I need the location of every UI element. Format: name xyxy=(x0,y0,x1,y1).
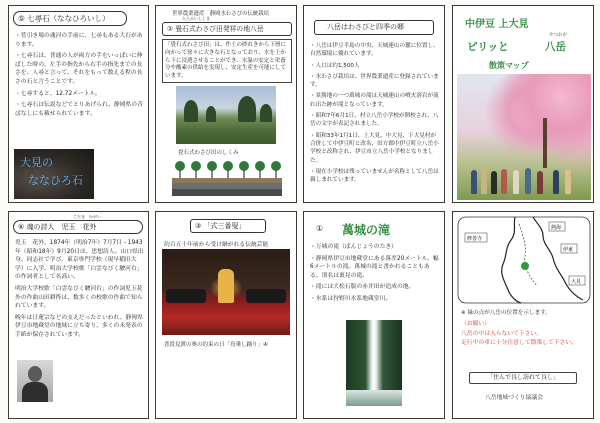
panel-banjo xyxy=(303,211,445,419)
banjo-number: ① xyxy=(316,224,324,233)
diagram-trunks xyxy=(180,170,276,178)
nanahiroishi-paragraph: ・七尋すると、12.72メートル。 xyxy=(15,90,101,97)
nanahiroishi-paragraph: ・菅引き場の魂河の手前に、七尋もある大石があります。 xyxy=(15,33,143,48)
photo-person xyxy=(491,171,497,194)
diagram-layer-soil xyxy=(172,178,282,183)
diagram-layer-gravel xyxy=(172,183,282,189)
kagai-header xyxy=(13,220,143,234)
wasabi-top-note: 世界農業遺産 静岡水わさびの伝統栽培 xyxy=(172,11,270,17)
shiki-bullet: ・水わさび栽培は、世界農業遺産に登録されています。 xyxy=(310,73,439,89)
sanbaso-caption: 普段見渡の奥の約束の日「鳥乗し踊り」④ xyxy=(164,342,268,348)
cover-cherry-blossom-photo xyxy=(457,74,591,200)
portrait-body xyxy=(22,382,48,402)
photo-lettering-line1: 大見の xyxy=(20,156,53,169)
banjo-waterfall-photo xyxy=(346,320,402,406)
banjo-bullet: ・滝には大松石版の赤井田が造成の地。 xyxy=(310,284,415,291)
nanahiroishi-text xyxy=(15,32,143,121)
shiki-bullets xyxy=(310,42,440,187)
cover-title-line2-right: 八岳 xyxy=(545,41,566,53)
map-label-shuzenji xyxy=(465,233,487,242)
photo-person xyxy=(553,170,559,194)
banjo-bullet: ・静岡県伊豆市地蔵堂にある落差20メートル、幅6メートルの滝。萬城の滝と書かれることもある。別名は裏見の滝。 xyxy=(310,255,439,279)
tree-silhouette xyxy=(260,104,272,122)
audience-row xyxy=(166,289,206,303)
map-label-atami xyxy=(549,222,565,231)
map-request-block xyxy=(461,320,587,348)
wasabi-photo xyxy=(176,86,276,144)
area-map xyxy=(457,216,591,304)
kagai-title: 魂の詩人 児玉 花外 xyxy=(26,223,97,231)
sanbaso-number: ③ xyxy=(195,222,202,230)
map-label-text: 伊東 xyxy=(563,247,574,253)
tree-silhouette xyxy=(184,100,198,122)
panel-kagai xyxy=(8,211,149,419)
photo-person xyxy=(481,168,487,194)
panel-map xyxy=(452,211,594,419)
performer-figure xyxy=(218,269,234,303)
wasabi-number: ② xyxy=(167,25,174,33)
photo-person xyxy=(565,169,571,194)
shiki-bullet: ・昭和33年1月1日、上大見、中大見、下大見村が合併して中伊豆町と改名、田方郡中伊豆町立八岳小学校と改称され、伊豆市立八岳小学校となりました。 xyxy=(310,132,439,164)
tree-silhouette xyxy=(238,96,256,122)
request-line: 八岳の中は入らないで下さい。 xyxy=(461,330,543,337)
sanbaso-stage-photo xyxy=(162,249,290,335)
portrait-head xyxy=(28,366,42,382)
banjo-title: 萬城の滝 xyxy=(342,223,391,237)
wasabi-description: 「畳石式わさび田」は、作土の砂れきから下層に向かって徐々に大きな石となっており、水を上から下に浸透させることができ、水温の安定と栄養分や酸素の供給を実現し、安定生産を可能にしています。 xyxy=(165,42,287,80)
cover-ruby: やつおか xyxy=(549,33,567,38)
kagai-paragraph: 晩年は日蓮宗などの支えだったといわれ、静岡県伊豆市地蔵堂の地域に立ち寄り、多くの未発表の手紙が保存されています。 xyxy=(15,314,143,338)
cover-title-line3: 散策マップ xyxy=(489,60,529,70)
map-note: ※ 緑の点が八岳の位置を示します。 xyxy=(461,310,551,316)
banjo-bullet: ・水系は狩野川水系地蔵堂川。 xyxy=(310,295,392,302)
cover-title-line1: 中伊豆 上大見 xyxy=(465,19,529,30)
wasabi-ruby: たたみいししき xyxy=(182,16,210,21)
diagram-trees xyxy=(175,161,281,171)
shiki-title: 八岳はわさびと四季の郷 xyxy=(327,23,404,31)
tree-silhouette xyxy=(206,106,216,122)
map-yatsuoka-dot xyxy=(521,262,529,270)
banjo-bullet: ・万城の滝（ばんじょうのたき） xyxy=(310,244,397,250)
request-title: （お願い） xyxy=(461,321,490,327)
tree-trunk xyxy=(543,118,547,168)
photo-person xyxy=(471,170,477,194)
kagai-number: ⑥ xyxy=(18,223,25,231)
banjo-bullets xyxy=(310,243,440,307)
map-label-text: 熱海 xyxy=(551,225,562,231)
nanahiroishi-paragraph: ・七尋石は伝説などでとりあげられ、静岡県の昔ばなしにも載せられています。 xyxy=(15,102,143,117)
map-label-omi xyxy=(569,276,585,285)
cover-title-line2-left: ピリッと xyxy=(467,41,509,53)
kagai-portrait-photo xyxy=(17,360,53,402)
shiki-bullet: ・八岳は伊豆半島の中央、天城連山の麓に位置し、自然環境に優れています。 xyxy=(310,43,439,58)
kagai-paragraph: 明治大学校歌「白雲なびく駿河台」の作詞児玉花外の作曲山田耕筰は、数多くの校歌の作曲で知られています。 xyxy=(15,285,143,310)
photo-lettering-line2: ななひろ石 xyxy=(28,174,83,187)
nanahiroishi-number: ⑤ xyxy=(18,14,25,23)
panel-cover xyxy=(452,5,594,203)
sanbaso-header xyxy=(190,219,266,233)
audience-row xyxy=(246,289,286,303)
photo-person xyxy=(501,169,507,194)
wasabi-title: 畳石式わさび田発祥の地八岳 xyxy=(175,25,264,33)
shiki-bullet: ・景勝地の一つ萬城の滝は天城連山の噴火溶岩が流れ出た跡が滝となっています。 xyxy=(310,93,439,108)
photo-person xyxy=(513,170,519,194)
panel-wasabi xyxy=(155,5,297,203)
wasabi-header xyxy=(162,22,292,36)
map-motto: 「住んで良し訪れて良し」 xyxy=(469,372,577,384)
nanahiroishi-paragraph: ・七尋石は、普通の人が両方の手をいっぱいに伸ばした時の、左手の指先から右手の指先までの長さを、人尋と言って、それをもって数える程の長さの石と言うことです。 xyxy=(15,53,143,85)
waterfall-pool xyxy=(346,390,402,406)
sanbaso-subtitle: 約百五十年前から受け継がれる伝統芸能 xyxy=(164,242,269,248)
kagai-ruby: こだま かがい xyxy=(73,214,101,219)
request-line: 走行中の車に十分注意して散策して下さい。 xyxy=(461,340,577,347)
photo-person xyxy=(525,168,531,194)
shiki-bullet: ・昭和7年6月1日、村立八岳小学校が開校され、八岳の文字が表記されました。 xyxy=(310,113,439,128)
nanahiroishi-title: 七尋石（ななひろいし） xyxy=(27,14,110,23)
panel-sanbaso xyxy=(155,211,297,419)
kagai-paragraph: 児玉 花外、1874年（明治7年）7月7日 - 1943年（昭和18年）9月20日は、思想詩人。山口県出身、同志社で学び、東京専門学校（現早稲田大学）に入学、明治大学校歌「白雲なびく駿河台」の作詞者として名高い。 xyxy=(15,240,144,281)
sanbaso-title: 「式三番叟」 xyxy=(203,222,246,230)
map-label-text: 修善寺 xyxy=(467,236,483,242)
photo-person xyxy=(537,171,543,194)
shiki-bullet: ・人口は約1,500人 xyxy=(310,62,360,69)
shiki-bullet: ・現在小学校は残っていませんが名称として八岳は親しまれています。 xyxy=(310,168,439,184)
map-label-text: 大見 xyxy=(571,279,582,285)
map-label-ito xyxy=(561,244,577,253)
wasabi-diagram-caption: 畳石式わさび田のしくみ xyxy=(178,150,239,156)
kagai-text xyxy=(15,239,144,343)
map-organization: 八岳地域づくり協議会 xyxy=(485,395,543,401)
diagram-layer-stone xyxy=(172,189,282,196)
wasabi-text-box xyxy=(162,39,292,83)
nanahiroishi-header xyxy=(13,11,127,26)
wasabi-field-diagram xyxy=(170,158,284,198)
shiki-header xyxy=(314,20,434,35)
nanahiroishi-photo xyxy=(14,149,94,199)
panel-shiki xyxy=(303,5,445,203)
panel-nanahiroishi xyxy=(8,5,149,203)
